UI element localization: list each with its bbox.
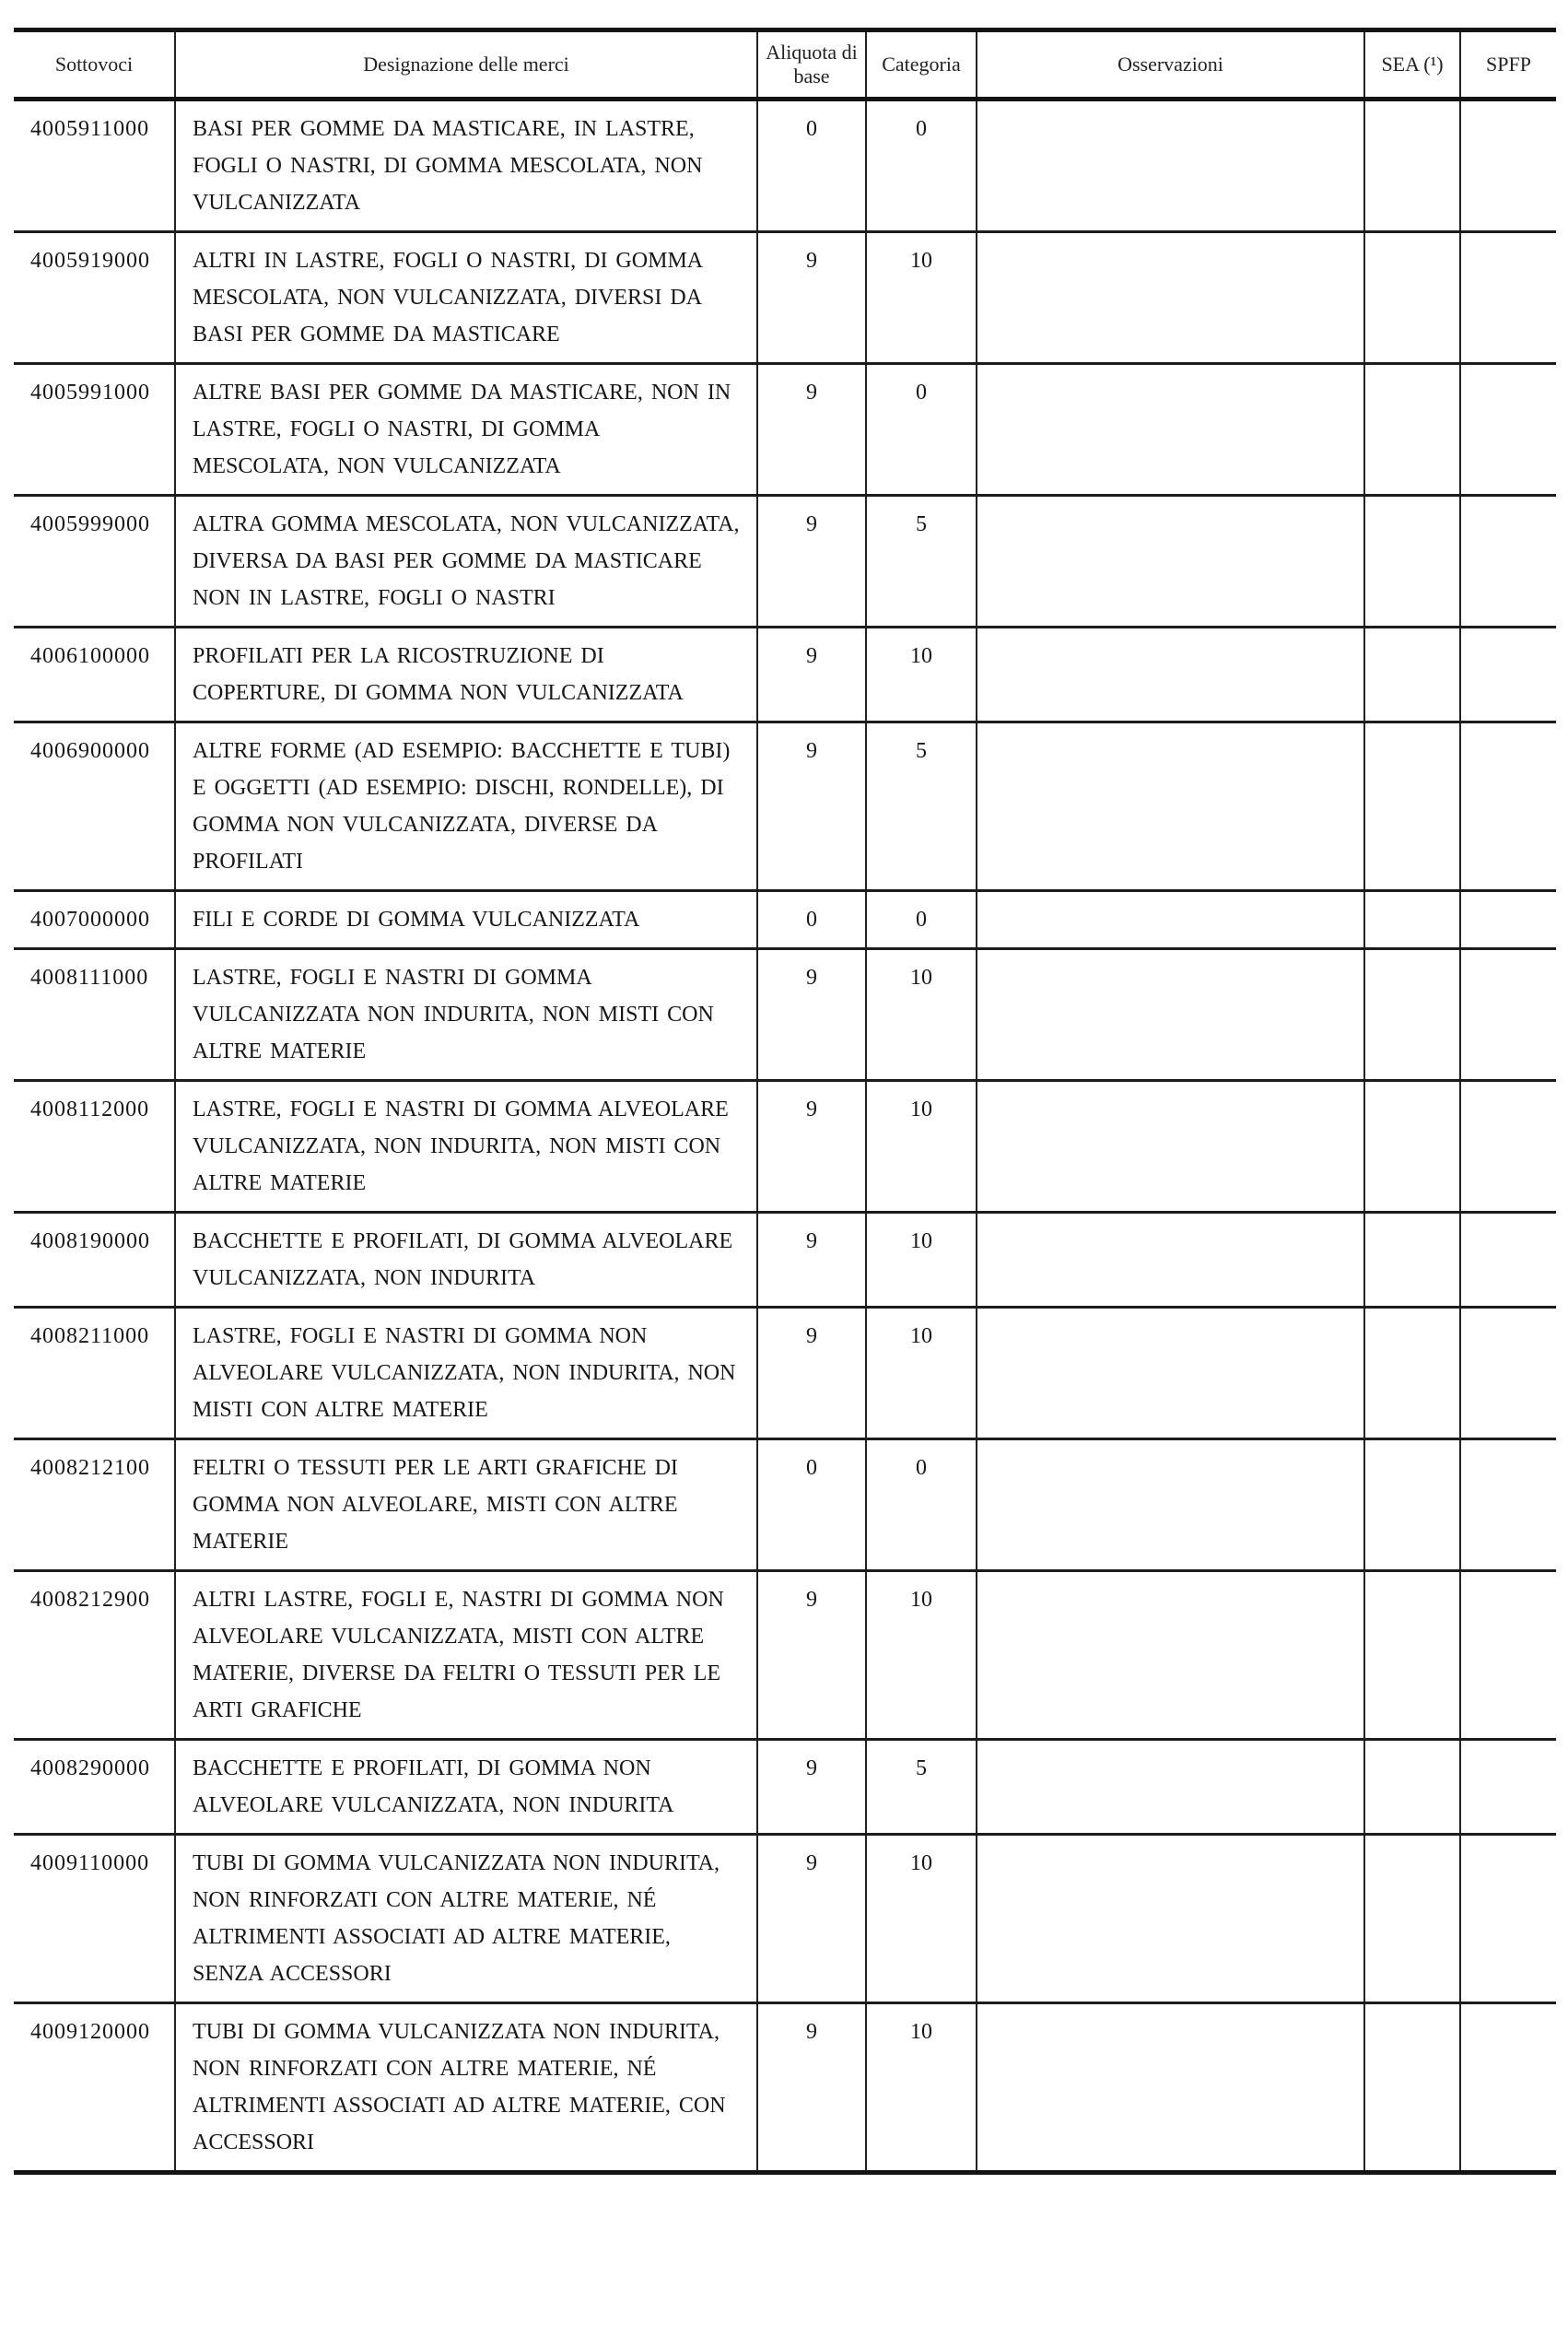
row-spfp-cell	[1460, 232, 1556, 364]
row-description-cell: FILI E CORDE DI GOMMA VULCANIZZATA	[175, 891, 757, 949]
row-spfp-cell	[1460, 496, 1556, 628]
row-spfp-cell	[1460, 891, 1556, 949]
row-rate-cell: 0	[757, 1439, 866, 1571]
column-header-osservazioni: Osservazioni	[977, 30, 1364, 100]
row-description-cell: BASI PER GOMME DA MASTICARE, IN LASTRE, FOGLI O NASTRI, DI GOMMA MESCOLATA, NON VULCANIZZATA	[175, 100, 757, 232]
tariff-table	[14, 28, 1556, 2175]
row-description-cell: TUBI DI GOMMA VULCANIZZATA NON INDURITA, NON RINFORZATI CON ALTRE MATERIE, NÉ ALTRIMENTI ASSOCIATI AD ALTRE MATERIE, CON ACCESSORI	[175, 2003, 757, 2173]
row-category-cell: 0	[866, 891, 977, 949]
row-observations-cell	[977, 496, 1364, 628]
row-category-cell: 10	[866, 1571, 977, 1740]
tariff-table-header	[14, 30, 1556, 100]
row-code-cell: 4009120000	[14, 2003, 175, 2173]
row-spfp-cell	[1460, 1308, 1556, 1439]
row-description-cell: BACCHETTE E PROFILATI, DI GOMMA ALVEOLARE VULCANIZZATA, NON INDURITA	[175, 1213, 757, 1308]
table-row	[14, 364, 1556, 496]
table-row	[14, 1081, 1556, 1213]
row-category-cell: 10	[866, 232, 977, 364]
row-code-cell: 4008212900	[14, 1571, 175, 1740]
table-row	[14, 2003, 1556, 2173]
row-rate-cell: 9	[757, 949, 866, 1081]
row-observations-cell	[977, 949, 1364, 1081]
row-rate-cell: 9	[757, 722, 866, 891]
row-description-cell: LASTRE, FOGLI E NASTRI DI GOMMA ALVEOLARE VULCANIZZATA, NON INDURITA, NON MISTI CON ALTRE MATERIE	[175, 1081, 757, 1213]
column-header-spfp: SPFP	[1460, 30, 1556, 100]
row-rate-cell: 9	[757, 364, 866, 496]
row-spfp-cell	[1460, 1571, 1556, 1740]
row-spfp-cell	[1460, 1213, 1556, 1308]
row-observations-cell	[977, 1081, 1364, 1213]
row-observations-cell	[977, 891, 1364, 949]
row-rate-cell: 9	[757, 232, 866, 364]
row-rate-cell: 9	[757, 496, 866, 628]
row-rate-cell: 9	[757, 1308, 866, 1439]
row-category-cell: 5	[866, 1740, 977, 1835]
row-sea-cell	[1364, 1308, 1460, 1439]
row-observations-cell	[977, 1308, 1364, 1439]
row-rate-cell: 9	[757, 1740, 866, 1835]
row-code-cell: 4008290000	[14, 1740, 175, 1835]
row-sea-cell	[1364, 891, 1460, 949]
row-category-cell: 10	[866, 628, 977, 722]
table-row	[14, 1308, 1556, 1439]
row-category-cell: 10	[866, 1308, 977, 1439]
row-sea-cell	[1364, 232, 1460, 364]
table-row	[14, 496, 1556, 628]
column-header-sottovoci: Sottovoci	[14, 30, 175, 100]
row-code-cell: 4009110000	[14, 1835, 175, 2003]
row-category-cell: 10	[866, 2003, 977, 2173]
row-rate-cell: 0	[757, 100, 866, 232]
row-spfp-cell	[1460, 1081, 1556, 1213]
row-description-cell: FELTRI O TESSUTI PER LE ARTI GRAFICHE DI GOMMA NON ALVEOLARE, MISTI CON ALTRE MATERIE	[175, 1439, 757, 1571]
row-observations-cell	[977, 1740, 1364, 1835]
table-row	[14, 628, 1556, 722]
row-sea-cell	[1364, 1740, 1460, 1835]
row-description-cell: ALTRE FORME (AD ESEMPIO: BACCHETTE E TUBI) E OGGETTI (AD ESEMPIO: DISCHI, RONDELLE), DI GOMMA NON VULCANIZZATA, DIVERSE DA PROFILATI	[175, 722, 757, 891]
column-header-aliquota-di-base: Aliquota di base	[757, 30, 866, 100]
row-code-cell: 4005991000	[14, 364, 175, 496]
row-description-cell: ALTRI LASTRE, FOGLI E, NASTRI DI GOMMA NON ALVEOLARE VULCANIZZATA, MISTI CON ALTRE MATERIE, DIVERSE DA FELTRI O TESSUTI PER LE ARTI GRAFICHE	[175, 1571, 757, 1740]
row-description-cell: LASTRE, FOGLI E NASTRI DI GOMMA VULCANIZZATA NON INDURITA, NON MISTI CON ALTRE MATERIE	[175, 949, 757, 1081]
row-category-cell: 0	[866, 364, 977, 496]
row-observations-cell	[977, 722, 1364, 891]
row-rate-cell: 9	[757, 1213, 866, 1308]
row-observations-cell	[977, 232, 1364, 364]
row-sea-cell	[1364, 1835, 1460, 2003]
row-observations-cell	[977, 1213, 1364, 1308]
row-code-cell: 4008212100	[14, 1439, 175, 1571]
row-sea-cell	[1364, 364, 1460, 496]
row-spfp-cell	[1460, 364, 1556, 496]
row-sea-cell	[1364, 722, 1460, 891]
row-rate-cell: 9	[757, 1081, 866, 1213]
row-rate-cell: 9	[757, 1571, 866, 1740]
row-code-cell: 4005919000	[14, 232, 175, 364]
row-code-cell: 4008211000	[14, 1308, 175, 1439]
table-row	[14, 949, 1556, 1081]
table-row	[14, 1213, 1556, 1308]
row-observations-cell	[977, 100, 1364, 232]
row-rate-cell: 9	[757, 1835, 866, 2003]
table-row	[14, 722, 1556, 891]
row-description-cell: LASTRE, FOGLI E NASTRI DI GOMMA NON ALVEOLARE VULCANIZZATA, NON INDURITA, NON MISTI CON ALTRE MATERIE	[175, 1308, 757, 1439]
column-header-categoria: Categoria	[866, 30, 977, 100]
column-header-designazione: Designazione delle merci	[175, 30, 757, 100]
column-header-sea: SEA (¹)	[1364, 30, 1460, 100]
row-category-cell: 10	[866, 1213, 977, 1308]
row-observations-cell	[977, 628, 1364, 722]
row-spfp-cell	[1460, 1835, 1556, 2003]
row-sea-cell	[1364, 1571, 1460, 1740]
row-observations-cell	[977, 2003, 1364, 2173]
row-sea-cell	[1364, 1213, 1460, 1308]
row-category-cell: 5	[866, 722, 977, 891]
row-sea-cell	[1364, 949, 1460, 1081]
row-category-cell: 5	[866, 496, 977, 628]
row-description-cell: ALTRA GOMMA MESCOLATA, NON VULCANIZZATA, DIVERSA DA BASI PER GOMME DA MASTICARE NON IN LASTRE, FOGLI O NASTRI	[175, 496, 757, 628]
row-category-cell: 10	[866, 1835, 977, 2003]
row-observations-cell	[977, 1571, 1364, 1740]
table-row	[14, 891, 1556, 949]
row-code-cell: 4008111000	[14, 949, 175, 1081]
header-row	[14, 30, 1556, 100]
row-sea-cell	[1364, 496, 1460, 628]
row-description-cell: TUBI DI GOMMA VULCANIZZATA NON INDURITA, NON RINFORZATI CON ALTRE MATERIE, NÉ ALTRIMENTI ASSOCIATI AD ALTRE MATERIE, SENZA ACCESSORI	[175, 1835, 757, 2003]
table-row	[14, 1571, 1556, 1740]
row-description-cell: ALTRE BASI PER GOMME DA MASTICARE, NON IN LASTRE, FOGLI O NASTRI, DI GOMMA MESCOLATA, NON VULCANIZZATA	[175, 364, 757, 496]
row-category-cell: 10	[866, 1081, 977, 1213]
row-rate-cell: 9	[757, 628, 866, 722]
row-code-cell: 4008112000	[14, 1081, 175, 1213]
table-row	[14, 232, 1556, 364]
row-sea-cell	[1364, 2003, 1460, 2173]
row-code-cell: 4007000000	[14, 891, 175, 949]
tariff-table-body	[14, 100, 1556, 2173]
row-spfp-cell	[1460, 100, 1556, 232]
row-spfp-cell	[1460, 2003, 1556, 2173]
row-rate-cell: 9	[757, 2003, 866, 2173]
row-observations-cell	[977, 1439, 1364, 1571]
table-row	[14, 100, 1556, 232]
row-spfp-cell	[1460, 949, 1556, 1081]
row-code-cell: 4008190000	[14, 1213, 175, 1308]
table-row	[14, 1439, 1556, 1571]
row-sea-cell	[1364, 100, 1460, 232]
row-category-cell: 10	[866, 949, 977, 1081]
row-sea-cell	[1364, 628, 1460, 722]
row-code-cell: 4005999000	[14, 496, 175, 628]
row-rate-cell: 0	[757, 891, 866, 949]
table-row	[14, 1835, 1556, 2003]
row-code-cell: 4006900000	[14, 722, 175, 891]
row-description-cell: PROFILATI PER LA RICOSTRUZIONE DI COPERTURE, DI GOMMA NON VULCANIZZATA	[175, 628, 757, 722]
row-sea-cell	[1364, 1439, 1460, 1571]
row-category-cell: 0	[866, 1439, 977, 1571]
row-sea-cell	[1364, 1081, 1460, 1213]
row-description-cell: ALTRI IN LASTRE, FOGLI O NASTRI, DI GOMMA MESCOLATA, NON VULCANIZZATA, DIVERSI DA BASI PER GOMME DA MASTICARE	[175, 232, 757, 364]
row-spfp-cell	[1460, 722, 1556, 891]
table-row	[14, 1740, 1556, 1835]
row-category-cell: 0	[866, 100, 977, 232]
row-spfp-cell	[1460, 1439, 1556, 1571]
row-spfp-cell	[1460, 628, 1556, 722]
row-observations-cell	[977, 364, 1364, 496]
row-code-cell: 4006100000	[14, 628, 175, 722]
row-description-cell: BACCHETTE E PROFILATI, DI GOMMA NON ALVEOLARE VULCANIZZATA, NON INDURITA	[175, 1740, 757, 1835]
row-spfp-cell	[1460, 1740, 1556, 1835]
row-observations-cell	[977, 1835, 1364, 2003]
row-code-cell: 4005911000	[14, 100, 175, 232]
